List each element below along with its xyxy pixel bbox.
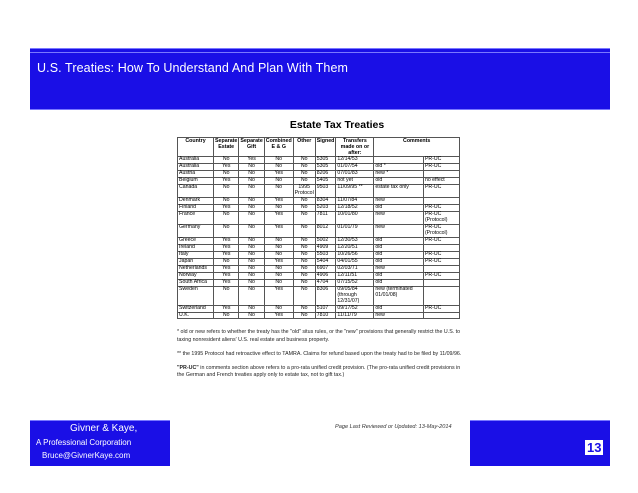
table-cell: No [264, 279, 293, 286]
table-cell: 7810 [315, 312, 336, 319]
table-cell: 12/20/51 [336, 244, 374, 251]
table-cell: 10/26/56 [336, 251, 374, 258]
table-row [178, 312, 460, 319]
table-cell: No [293, 164, 315, 171]
table-cell: No [293, 178, 315, 185]
table-cell: 01/01/79 [336, 224, 374, 237]
document-title: Estate Tax Treaties [289, 119, 385, 131]
table-cell: No [239, 312, 264, 319]
table-cell: old [374, 305, 424, 312]
table-cell: Denmark [178, 198, 214, 205]
table-cell: old [374, 205, 424, 212]
table-cell: No [293, 258, 315, 265]
header-separate-estate: Separate Estate [214, 138, 239, 157]
table-cell: No [264, 157, 293, 164]
table-cell: PR-UC [423, 205, 459, 212]
table-cell: PR-UC [423, 305, 459, 312]
table-cell: Yes [214, 272, 239, 279]
table-cell [423, 279, 459, 286]
table-cell: PR-UC (Protocol) [423, 211, 459, 224]
table-cell: old [374, 272, 424, 279]
table-cell: 11/07/84 [336, 198, 374, 205]
table-cell: Yes [214, 244, 239, 251]
table-cell: Yes [239, 157, 264, 164]
table-cell: No [239, 205, 264, 212]
table-cell: old [374, 244, 424, 251]
table-cell: No [264, 178, 293, 185]
footnote-pruc [177, 365, 467, 380]
table-cell: No [264, 237, 293, 244]
table-cell: No [239, 224, 264, 237]
table-cell: No [264, 244, 293, 251]
table-cell: Yes [214, 305, 239, 312]
table-cell: new [374, 312, 424, 319]
table-cell: new [374, 265, 424, 272]
table-cell: Yes [214, 279, 239, 286]
table-cell: No [239, 265, 264, 272]
table-cell: Netherlands [178, 265, 214, 272]
table-cell: No [264, 265, 293, 272]
table-cell: Yes [264, 171, 293, 178]
table-cell [423, 286, 459, 305]
table-cell: PR-UC [423, 251, 459, 258]
table-cell: 04/01/55 [336, 258, 374, 265]
table-cell: 12/11/51 [336, 272, 374, 279]
table-cell: No [239, 305, 264, 312]
table-row [178, 305, 460, 312]
table-cell: No [239, 244, 264, 251]
last-reviewed: Page Last Reviewed or Updated: 13-May-2014 [335, 424, 452, 430]
table-cell: No [264, 251, 293, 258]
table-row [178, 185, 460, 198]
table-cell: No [293, 244, 315, 251]
table-cell: new [374, 224, 424, 237]
table-cell: No [293, 251, 315, 258]
table-cell: 5203 [315, 205, 336, 212]
table-header-row [178, 138, 460, 157]
table-cell: old [374, 237, 424, 244]
header-separate-gift: Separate Gift [239, 138, 264, 157]
table-cell: no effect [423, 178, 459, 185]
table-cell: Norway [178, 272, 214, 279]
firm-name: Givner & Kaye, [70, 423, 138, 434]
table-cell: new (terminated 01/01/08) [374, 286, 424, 305]
table-cell: 5404 [315, 258, 336, 265]
table-cell: 5107 [315, 305, 336, 312]
table-cell: 09/05/84 (through 12/31/07) [336, 286, 374, 305]
table-cell [423, 312, 459, 319]
table-cell: No [293, 198, 315, 205]
table-cell: 5305 [315, 157, 336, 164]
firm-email: Bruce@GivnerKaye.com [42, 451, 131, 460]
table-cell: No [214, 312, 239, 319]
table-cell: 6907 [315, 265, 336, 272]
table-cell: U.K. [178, 312, 214, 319]
table-cell: Yes [264, 258, 293, 265]
table-cell: estate tax only [374, 185, 424, 198]
table-cell: No [239, 237, 264, 244]
table-cell: Yes [264, 211, 293, 224]
table-cell: No [214, 224, 239, 237]
table-cell: 07/01/83 [336, 171, 374, 178]
table-cell: PR-UC [423, 164, 459, 171]
table-cell: No [214, 286, 239, 305]
header-transfers: Transfers made on or after: [336, 138, 374, 157]
table-cell: No [214, 171, 239, 178]
table-cell: 8012 [315, 224, 336, 237]
table-cell: 8304 [315, 198, 336, 205]
table-cell: 10/01/80 [336, 211, 374, 224]
header-other: Other [293, 138, 315, 157]
table-cell: No [214, 157, 239, 164]
table-cell: not yet [336, 178, 374, 185]
table-cell: Switzerland [178, 305, 214, 312]
table-cell: France [178, 211, 214, 224]
table-row [178, 286, 460, 305]
table-cell: Germany [178, 224, 214, 237]
table-cell: 11/11/79 [336, 312, 374, 319]
treaties-table [177, 137, 460, 319]
table-cell: No [293, 312, 315, 319]
table-cell: old [374, 178, 424, 185]
table-cell: No [264, 305, 293, 312]
table-cell: Canada [178, 185, 214, 198]
table-cell: Finland [178, 205, 214, 212]
table-cell: No [264, 272, 293, 279]
table-cell: PR-UC [423, 272, 459, 279]
table-cell: No [239, 198, 264, 205]
table-cell: 12/18/52 [336, 205, 374, 212]
table-cell: old [374, 258, 424, 265]
table-cell: 07/15/52 [336, 279, 374, 286]
estate-tax-treaties-document [171, 119, 483, 386]
table-cell: Ireland [178, 244, 214, 251]
table-cell: No [293, 279, 315, 286]
table-cell: 12/30/53 [336, 237, 374, 244]
table-cell: 11/09/95 ** [336, 185, 374, 198]
table-cell: Yes [264, 198, 293, 205]
table-cell: No [214, 185, 239, 198]
table-cell: No [239, 164, 264, 171]
footnote-old-new: * old or new refers to whether the treaty has the "old" situs rules, or the "new" provisions that generally restrict the U.S. to taxing nonresident aliens' U.S. real estate and business property. [177, 329, 461, 344]
slide-title-bar [30, 48, 610, 110]
table-cell: No [264, 205, 293, 212]
table-cell: 4909 [315, 244, 336, 251]
header-signed: Signed [315, 138, 336, 157]
table-body [178, 157, 460, 319]
table-cell: No [293, 237, 315, 244]
table-cell: No [214, 211, 239, 224]
table-cell: PR-UC [423, 157, 459, 164]
table-cell: 8206 [315, 171, 336, 178]
table-cell: Yes [214, 164, 239, 171]
table-cell: No [293, 265, 315, 272]
table-cell: PR-UC [423, 237, 459, 244]
page-number: 13 [587, 440, 602, 455]
footnote-pruc-label: "PR-UC" [177, 364, 199, 371]
footer-bar [30, 420, 610, 466]
table-cell: Australia [178, 157, 214, 164]
table-cell: No [239, 211, 264, 224]
table-cell: new [374, 198, 424, 205]
table-cell: No [239, 185, 264, 198]
table-cell: PR-UC [423, 185, 459, 198]
table-cell: new * [374, 171, 424, 178]
slide-title: U.S. Treaties: How To Understand And Plan With Them [37, 61, 349, 75]
table-cell: 01/07/54 [336, 164, 374, 171]
table-cell: Yes [214, 178, 239, 185]
table-cell: Yes [214, 265, 239, 272]
header-combined: Combined E & G [264, 138, 293, 157]
table-cell: No [214, 258, 239, 265]
table-cell: No [239, 258, 264, 265]
table-cell: Japan [178, 258, 214, 265]
table-cell: Sweden [178, 286, 214, 305]
table-cell: 12/14/53 [336, 157, 374, 164]
table-cell: 9503 [315, 185, 336, 198]
table-cell: No [239, 251, 264, 258]
table-cell: Australia [178, 164, 214, 171]
table-row [178, 224, 460, 237]
table-cell: Greece [178, 237, 214, 244]
table-cell: 5503 [315, 251, 336, 258]
table-cell: 02/03/71 [336, 265, 374, 272]
table-cell: 5002 [315, 237, 336, 244]
table-cell: No [264, 164, 293, 171]
table-cell: South Africa [178, 279, 214, 286]
table-cell: 4704 [315, 279, 336, 286]
table-cell: 4906 [315, 272, 336, 279]
table-cell: Yes [214, 205, 239, 212]
table-cell: No [293, 171, 315, 178]
table-cell: 1995 Protocol [294, 184, 314, 197]
firm-subtitle: A Professional Corporation [36, 438, 132, 447]
table-cell: old [374, 279, 424, 286]
footnote-pruc-text: in comments section above refers to a pro-rata unified credit provision. (The pro-rata unified credit provisions in the German and French treaties apply only to estate tax, not to gift tax.) [177, 364, 461, 379]
table-cell: Yes [264, 286, 293, 305]
title-bar-divider [30, 52, 610, 53]
table-cell: No [239, 272, 264, 279]
table-cell: Yes [214, 251, 239, 258]
header-country: Country [178, 138, 214, 157]
table-cell: 7811 [315, 211, 336, 224]
table-cell: No [293, 205, 315, 212]
table-cell: Yes [214, 237, 239, 244]
table-cell: No [239, 171, 264, 178]
table-cell: 09/17/52 [336, 305, 374, 312]
table-cell: Belgium [178, 178, 214, 185]
table-cell: No [264, 185, 293, 198]
table-row [178, 211, 460, 224]
table-cell: 5305 [315, 164, 336, 171]
table-cell: No [239, 279, 264, 286]
table-cell: No [293, 272, 315, 279]
table-cell: PR-UC (Protocol) [423, 224, 459, 237]
table-cell: No [239, 178, 264, 185]
table-cell: No [293, 211, 315, 224]
footnotes [177, 329, 467, 379]
table-cell: Austria [178, 171, 214, 178]
table-cell: 5405 [315, 178, 336, 185]
table-cell: Yes [264, 224, 293, 237]
table-cell: old * [374, 164, 424, 171]
table-cell: Italy [178, 251, 214, 258]
table-cell: No [293, 305, 315, 312]
table-cell: No [214, 198, 239, 205]
footnote-protocol: ** the 1995 Protocol had retroactive effect to TAMRA. Claims for refund based upon the treaty had to be filed by 11/09/96. [177, 350, 462, 357]
table-cell: No [293, 286, 315, 305]
table-cell: No [239, 286, 264, 305]
table-cell: old [374, 251, 424, 258]
table-cell: No [293, 157, 315, 164]
table-cell: 8306 [315, 286, 336, 305]
table-cell: No [293, 224, 315, 237]
table-cell: Yes [264, 312, 293, 319]
table-cell: new [374, 211, 424, 224]
header-comments: Comments [374, 138, 460, 157]
table-cell: PR-UC [423, 258, 459, 265]
